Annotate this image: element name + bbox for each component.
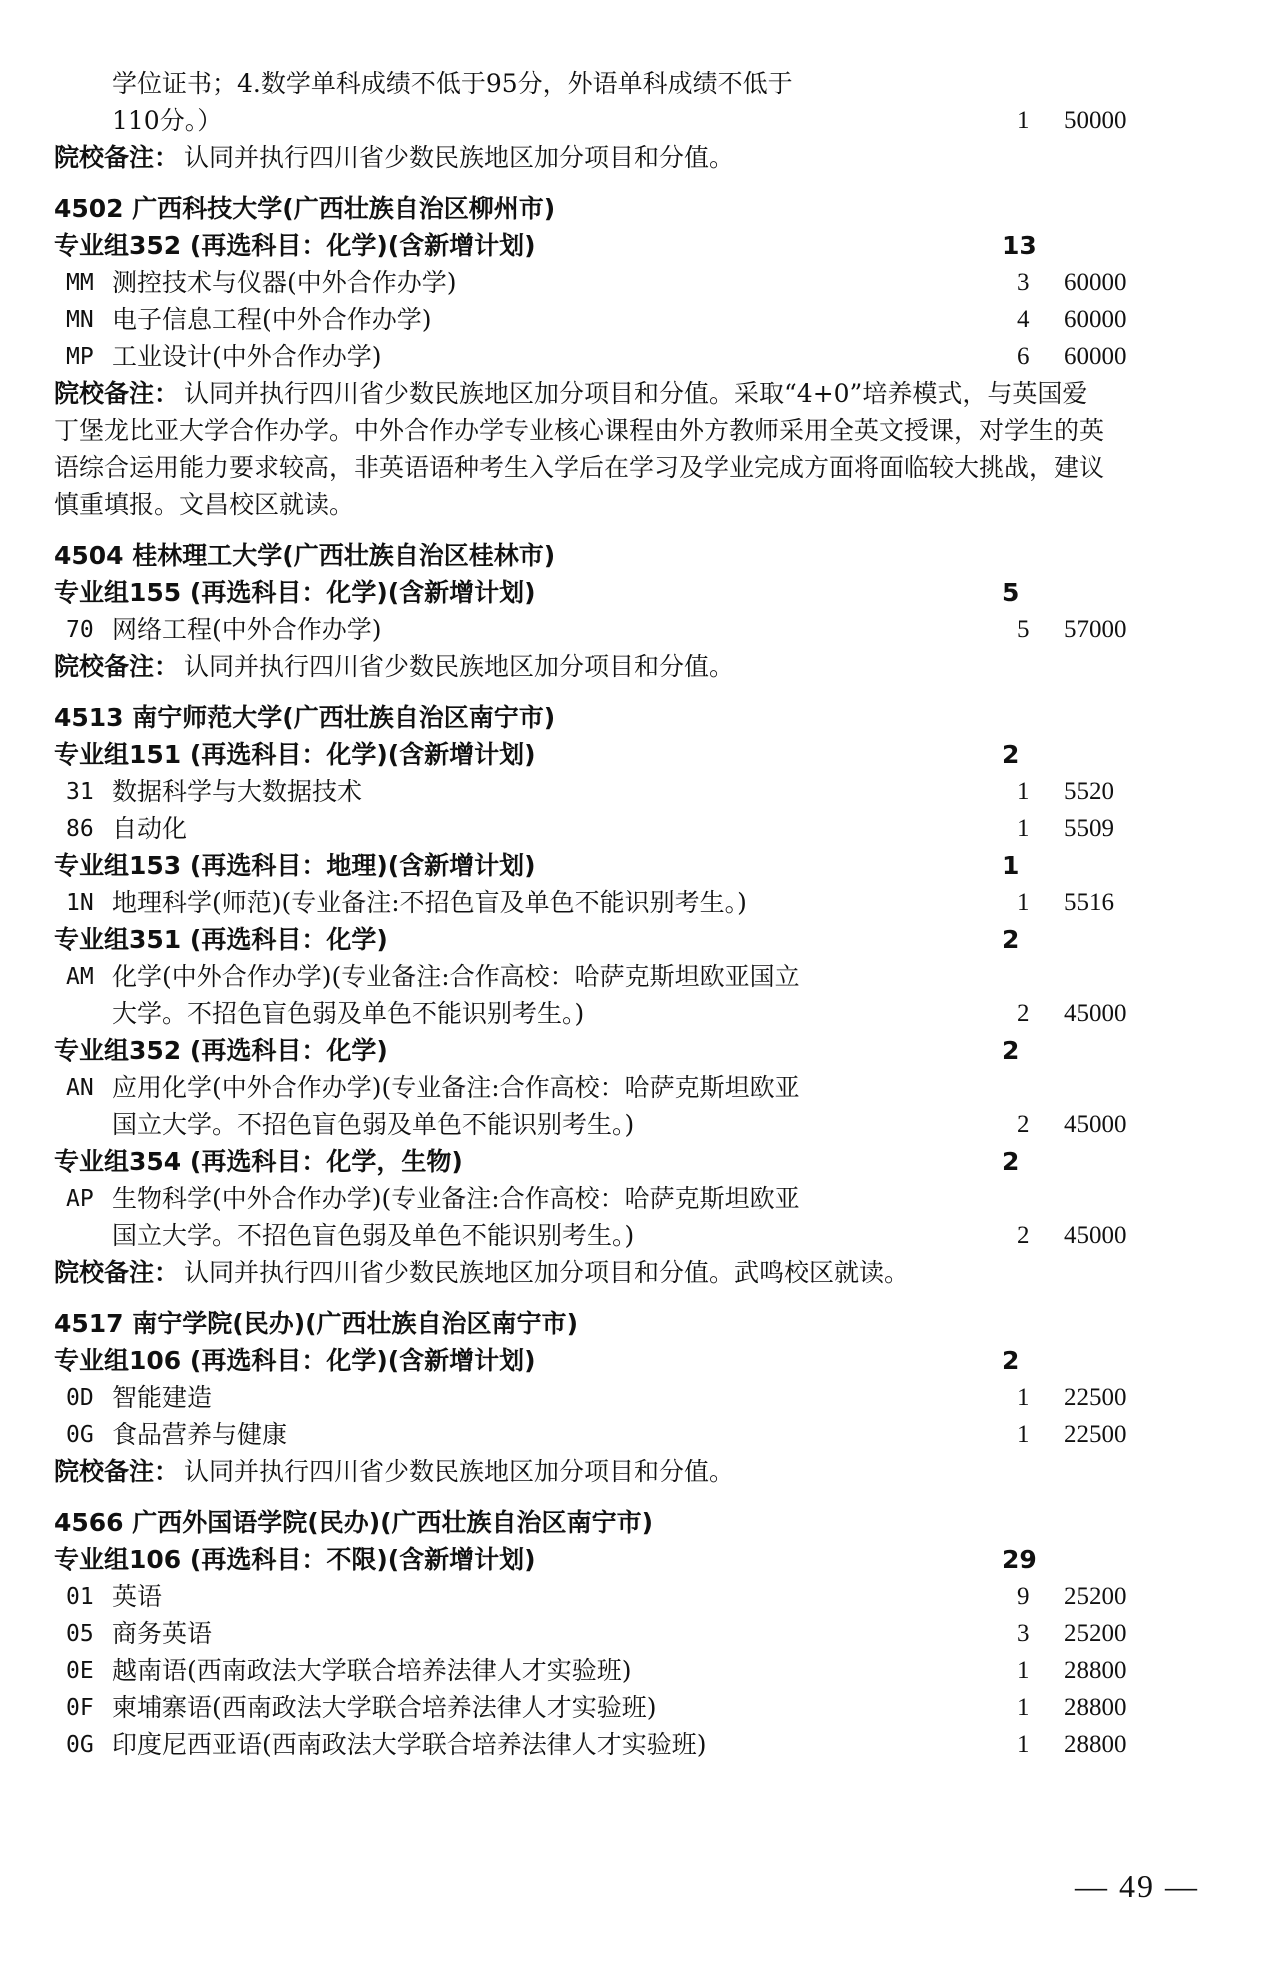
major-group-row xyxy=(0,1542,1269,1578)
major-row xyxy=(0,1690,1269,1726)
major-row xyxy=(0,612,1269,648)
major-row xyxy=(0,339,1269,375)
major-name: 商务英语 xyxy=(112,1619,213,1648)
major-row xyxy=(0,1579,1269,1615)
school-note-text: 认同并执行四川省少数民族地区加分项目和分值。采取“4+0”培养模式，与英国爱 xyxy=(184,379,1088,408)
major-tuition: 57000 xyxy=(1064,616,1127,643)
major-name: 越南语(西南政法大学联合培养法律人才实验班) xyxy=(112,1656,632,1685)
school-note-continued xyxy=(0,413,1269,449)
major-tuition: 60000 xyxy=(1064,306,1127,333)
school-header xyxy=(0,1505,1269,1541)
major-code: MN xyxy=(66,307,94,333)
major-name: 印度尼西亚语(西南政法大学联合培养法律人才实验班) xyxy=(112,1730,707,1759)
group-plan-count: 2 xyxy=(1002,1346,1020,1375)
major-tuition: 28800 xyxy=(1064,1731,1127,1758)
major-tuition: 5509 xyxy=(1064,815,1114,842)
major-name: 电子信息工程(中外合作办学) xyxy=(112,305,432,334)
major-plan-count: 6 xyxy=(1017,343,1030,370)
school-header xyxy=(0,191,1269,227)
school-name: 4502 广西科技大学(广西壮族自治区柳州市) xyxy=(54,194,556,223)
major-tuition: 5516 xyxy=(1064,889,1114,916)
school-note-continued xyxy=(0,450,1269,486)
major-name: 数据科学与大数据技术 xyxy=(112,777,363,806)
major-group-row xyxy=(0,1033,1269,1069)
major-group-name: 专业组351 (再选科目：化学) xyxy=(54,925,388,954)
school-note-label: 院校备注： xyxy=(54,652,180,681)
major-code: 86 xyxy=(66,816,94,842)
major-name: 食品营养与健康 xyxy=(112,1420,288,1449)
school-name: 4513 南宁师范大学(广西壮族自治区南宁市) xyxy=(54,703,556,732)
school-note-text: 丁堡龙比亚大学合作办学。中外合作办学专业核心课程由外方教师采用全英文授课，对学生的英 xyxy=(54,416,1105,445)
major-plan-count: 1 xyxy=(1017,1384,1030,1411)
page-number: — 49 — xyxy=(1075,1868,1199,1904)
major-row xyxy=(0,1727,1269,1763)
group-plan-count: 13 xyxy=(1002,231,1037,260)
major-row xyxy=(0,1417,1269,1453)
major-plan-count: 1 xyxy=(1017,1731,1030,1758)
major-name: 网络工程(中外合作办学) xyxy=(112,615,382,644)
major-tuition: 50000 xyxy=(1064,107,1127,134)
school-note xyxy=(0,1255,1269,1291)
major-tuition: 45000 xyxy=(1064,1000,1127,1027)
major-code: MP xyxy=(66,344,94,370)
major-name: 智能建造 xyxy=(112,1383,213,1412)
major-group-row xyxy=(0,1144,1269,1180)
major-row-continued xyxy=(0,996,1269,1032)
major-plan-count: 4 xyxy=(1017,306,1030,333)
school-note-continued xyxy=(0,487,1269,523)
major-plan-count: 2 xyxy=(1017,1111,1030,1138)
major-name-continued: 大学。不招色盲色弱及单色不能识别考生。) xyxy=(112,999,585,1028)
school-note-label: 院校备注： xyxy=(54,379,180,408)
major-plan-count: 2 xyxy=(1017,1000,1030,1027)
major-plan-count: 1 xyxy=(1017,815,1030,842)
school-name: 4504 桂林理工大学(广西壮族自治区桂林市) xyxy=(54,541,556,570)
major-tuition: 25200 xyxy=(1064,1620,1127,1647)
major-name-continued: 国立大学。不招色盲色弱及单色不能识别考生。) xyxy=(112,1110,635,1139)
major-row-continued xyxy=(0,103,1269,139)
school-header xyxy=(0,700,1269,736)
major-group-name: 专业组352 (再选科目：化学)(含新增计划) xyxy=(54,231,536,260)
major-code: 31 xyxy=(66,779,94,805)
major-group-row xyxy=(0,737,1269,773)
major-group-row xyxy=(0,922,1269,958)
school-note xyxy=(0,1454,1269,1490)
major-plan-count: 3 xyxy=(1017,1620,1030,1647)
group-plan-count: 5 xyxy=(1002,578,1020,607)
major-group-row xyxy=(0,575,1269,611)
major-code: AM xyxy=(66,964,94,990)
major-code: AP xyxy=(66,1186,94,1212)
major-tuition: 25200 xyxy=(1064,1583,1127,1610)
school-note xyxy=(0,649,1269,685)
group-plan-count: 2 xyxy=(1002,925,1020,954)
major-plan-count: 1 xyxy=(1017,1657,1030,1684)
major-name-continued: 学位证书；4.数学单科成绩不低于95分，外语单科成绩不低于 xyxy=(112,69,793,98)
major-name: 应用化学(中外合作办学)(专业备注:合作高校：哈萨克斯坦欧亚 xyxy=(112,1073,800,1102)
major-name: 地理科学(师范)(专业备注:不招色盲及单色不能识别考生。) xyxy=(112,888,747,917)
major-row xyxy=(0,959,1269,995)
major-name: 自动化 xyxy=(112,814,188,843)
major-tuition: 60000 xyxy=(1064,269,1127,296)
major-code: 0G xyxy=(66,1732,94,1758)
major-name-continued: 110分。） xyxy=(112,106,223,135)
major-row xyxy=(0,1653,1269,1689)
major-plan-count: 5 xyxy=(1017,616,1030,643)
major-row xyxy=(0,302,1269,338)
major-name-continued: 国立大学。不招色盲色弱及单色不能识别考生。) xyxy=(112,1221,635,1250)
major-row-continued xyxy=(0,1107,1269,1143)
school-note xyxy=(0,376,1269,412)
school-note-label: 院校备注： xyxy=(54,1258,180,1287)
major-row xyxy=(0,1616,1269,1652)
major-tuition: 60000 xyxy=(1064,343,1127,370)
group-plan-count: 2 xyxy=(1002,1147,1020,1176)
major-row xyxy=(0,885,1269,921)
group-plan-count: 1 xyxy=(1002,851,1020,880)
major-code: 0E xyxy=(66,1658,94,1684)
school-name: 4566 广西外国语学院(民办)(广西壮族自治区南宁市) xyxy=(54,1508,653,1537)
school-note-text: 认同并执行四川省少数民族地区加分项目和分值。 xyxy=(184,1457,735,1486)
school-note-text: 语综合运用能力要求较高，非英语语种考生入学后在学习及学业完成方面将面临较大挑战，建议 xyxy=(54,453,1105,482)
major-code: AN xyxy=(66,1075,94,1101)
major-row xyxy=(0,1380,1269,1416)
major-tuition: 22500 xyxy=(1064,1421,1127,1448)
major-code: 0F xyxy=(66,1695,94,1721)
school-note-label: 院校备注： xyxy=(54,143,180,172)
major-name: 测控技术与仪器(中外合作办学) xyxy=(112,268,457,297)
major-group-name: 专业组155 (再选科目：化学)(含新增计划) xyxy=(54,578,536,607)
school-note-text: 慎重填报。文昌校区就读。 xyxy=(54,490,355,519)
major-tuition: 28800 xyxy=(1064,1657,1127,1684)
major-group-name: 专业组106 (再选科目：化学)(含新增计划) xyxy=(54,1346,536,1375)
major-row-continued xyxy=(0,66,1269,102)
major-tuition: 45000 xyxy=(1064,1111,1127,1138)
major-group-row xyxy=(0,848,1269,884)
major-group-row xyxy=(0,1343,1269,1379)
major-code: 05 xyxy=(66,1621,94,1647)
major-code: MM xyxy=(66,270,94,296)
major-group-name: 专业组153 (再选科目：地理)(含新增计划) xyxy=(54,851,536,880)
school-header xyxy=(0,1306,1269,1342)
major-name: 英语 xyxy=(112,1582,163,1611)
major-code: 1N xyxy=(66,890,94,916)
major-code: 01 xyxy=(66,1584,94,1610)
major-plan-count: 9 xyxy=(1017,1583,1030,1610)
major-group-name: 专业组106 (再选科目：不限)(含新增计划) xyxy=(54,1545,536,1574)
major-name: 柬埔寨语(西南政法大学联合培养法律人才实验班) xyxy=(112,1693,657,1722)
major-group-name: 专业组352 (再选科目：化学) xyxy=(54,1036,388,1065)
major-tuition: 5520 xyxy=(1064,778,1114,805)
major-plan-count: 1 xyxy=(1017,778,1030,805)
group-plan-count: 2 xyxy=(1002,740,1020,769)
major-tuition: 45000 xyxy=(1064,1222,1127,1249)
major-row xyxy=(0,1070,1269,1106)
major-row xyxy=(0,265,1269,301)
school-note-text: 认同并执行四川省少数民族地区加分项目和分值。 xyxy=(184,143,735,172)
major-tuition: 22500 xyxy=(1064,1384,1127,1411)
major-code: 70 xyxy=(66,617,94,643)
major-plan-count: 1 xyxy=(1017,1694,1030,1721)
group-plan-count: 2 xyxy=(1002,1036,1020,1065)
major-tuition: 28800 xyxy=(1064,1694,1127,1721)
major-group-name: 专业组151 (再选科目：化学)(含新增计划) xyxy=(54,740,536,769)
major-name: 化学(中外合作办学)(专业备注:合作高校：哈萨克斯坦欧亚国立 xyxy=(112,962,800,991)
major-plan-count: 1 xyxy=(1017,1421,1030,1448)
school-note-text: 认同并执行四川省少数民族地区加分项目和分值。 xyxy=(184,652,735,681)
school-header xyxy=(0,538,1269,574)
major-code: 0G xyxy=(66,1422,94,1448)
major-plan-count: 1 xyxy=(1017,107,1030,134)
major-name: 工业设计(中外合作办学) xyxy=(112,342,382,371)
major-group-row xyxy=(0,228,1269,264)
major-row xyxy=(0,1181,1269,1217)
major-plan-count: 3 xyxy=(1017,269,1030,296)
major-plan-count: 1 xyxy=(1017,889,1030,916)
major-group-name: 专业组354 (再选科目：化学，生物) xyxy=(54,1147,463,1176)
group-plan-count: 29 xyxy=(1002,1545,1037,1574)
school-name: 4517 南宁学院(民办)(广西壮族自治区南宁市) xyxy=(54,1309,578,1338)
major-row xyxy=(0,811,1269,847)
major-name: 生物科学(中外合作办学)(专业备注:合作高校：哈萨克斯坦欧亚 xyxy=(112,1184,800,1213)
major-plan-count: 2 xyxy=(1017,1222,1030,1249)
school-note-label: 院校备注： xyxy=(54,1457,180,1486)
major-row xyxy=(0,774,1269,810)
major-code: 0D xyxy=(66,1385,94,1411)
major-row-continued xyxy=(0,1218,1269,1254)
school-note xyxy=(0,140,1269,176)
school-note-text: 认同并执行四川省少数民族地区加分项目和分值。武鸣校区就读。 xyxy=(184,1258,910,1287)
